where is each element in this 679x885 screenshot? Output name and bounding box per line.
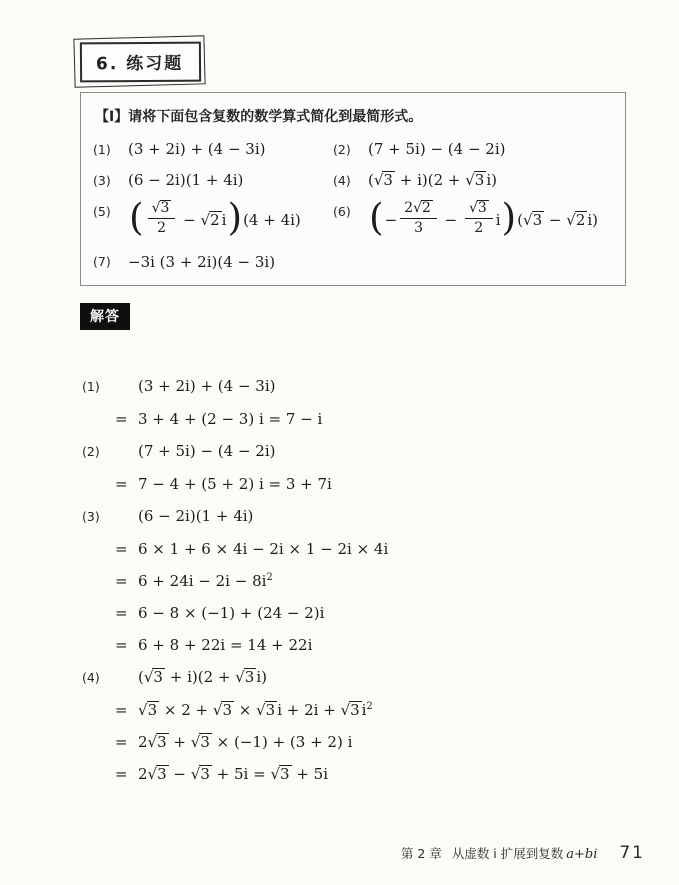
radical-sign: √ (373, 171, 383, 189)
solution-block (82, 441, 388, 494)
section-title-box (80, 42, 201, 83)
solution-math: 2√3 − √3 + 5i = √3 + 5i (138, 765, 328, 783)
radicand: 3 (153, 668, 163, 686)
chapter-label: 第 2 章 (400, 846, 442, 861)
problem-number: (7) (93, 254, 111, 270)
fraction (400, 200, 437, 238)
sqrt-radical (374, 171, 395, 189)
radicand: 3 (383, 171, 393, 189)
radical-sign: √ (468, 200, 477, 216)
solution-line (82, 506, 388, 527)
problem-math: (3 + 2i) + (4 − 3i) (128, 140, 266, 158)
radical-sign: √ (566, 210, 575, 229)
problem-math: (− $\frac{2√2}{3}$ − $\frac{√3}{2}$ i)(√3 − √2 i) (369, 195, 599, 240)
radicand: 3 (477, 200, 487, 216)
sqrt-radical (523, 211, 544, 229)
section-title: 6. 练习题 (95, 53, 184, 75)
solution-math: √3 × 2 + √3 × √3 i + 2i + √3 $i^2$ (138, 701, 373, 719)
sqrt-radical (148, 765, 169, 783)
solution-math: 6 × 1 + 6 × 4i − 2i × 1 − 2i × 4i (138, 540, 389, 558)
solution-math: 3 + 4 + (2 − 3) i = 7 − i (138, 410, 323, 428)
equals-sign: = (115, 540, 128, 558)
solution-math: (√3 + i)(2 + √3 i) (138, 668, 267, 686)
big-paren: ) (501, 195, 517, 240)
equals-sign: = (115, 604, 128, 622)
solution-line (82, 571, 388, 591)
equals-sign: = (115, 765, 128, 783)
solution-block (82, 506, 388, 655)
solution-math: 7 − 4 + (5 + 2) i = 3 + 7i (138, 475, 332, 493)
solution-line (82, 635, 388, 655)
answer-label: 解答 (80, 303, 130, 330)
superscript: 2 (266, 572, 273, 583)
radical-sign: √ (340, 701, 350, 719)
page-number: 71 (619, 843, 645, 863)
equals-sign: = (115, 733, 128, 751)
radical-sign: √ (190, 765, 200, 783)
sqrt-radical (469, 200, 489, 216)
sqrt-radical (144, 668, 165, 686)
radicand: 3 (157, 733, 167, 751)
radical-sign: √ (523, 210, 532, 229)
problem-math: ( $\frac{√3}{2}$ − √2 i)(4 + 4i) (129, 195, 301, 240)
numerator (465, 200, 493, 219)
radical-sign: √ (200, 210, 210, 229)
solution-math: (3 + 2i) + (4 − 3i) (138, 377, 276, 395)
denominator: 2 (474, 220, 484, 237)
page-footer (401, 843, 645, 863)
problem-math: (7 + 5i) − (4 − 2i) (368, 140, 506, 158)
exercise-instruction: 【Ⅰ】请将下面包含复数的数学算式简化到最简形式。 (95, 109, 423, 125)
problem-item (333, 195, 615, 240)
radicand: 2 (421, 200, 431, 216)
radicand: 3 (474, 171, 485, 189)
solution-number: (2) (82, 444, 100, 459)
problem-math: (√3 + i)(2 + √3 i) (368, 171, 497, 189)
problem-math: (6 − 2i)(1 + 4i) (128, 171, 244, 189)
solution-line (82, 700, 388, 720)
radicand: 3 (350, 701, 360, 719)
problem-number: (3) (93, 172, 111, 188)
radical-sign: √ (256, 701, 265, 719)
solution-line (82, 732, 388, 752)
sqrt-radical (138, 701, 159, 719)
sqrt-radical (341, 701, 362, 719)
exercise-box (80, 92, 626, 286)
radical-sign: √ (151, 200, 160, 216)
problem-number: (6) (333, 204, 351, 219)
solution-math: (7 + 5i) − (4 − 2i) (138, 442, 276, 460)
radicand: 3 (244, 668, 255, 686)
sqrt-radical (566, 211, 587, 229)
solution-line (82, 764, 388, 784)
sqrt-radical (191, 765, 212, 783)
radical-sign: √ (138, 701, 147, 719)
solution-math: $6 + 24i - 2i - 8i^2$ (138, 572, 273, 590)
problem-item (333, 140, 615, 158)
big-paren: ) (227, 195, 243, 240)
solution-math: 2√3 + √3 × (−1) + (3 + 2) i (138, 733, 353, 751)
radical-sign: √ (143, 668, 153, 686)
solution-number: (4) (82, 670, 100, 685)
equals-sign: = (115, 636, 128, 654)
radical-sign: √ (413, 200, 421, 216)
sqrt-radical (270, 765, 291, 783)
fraction (148, 200, 176, 238)
solution-list (82, 376, 388, 796)
solution-line (82, 441, 388, 462)
radicand: 3 (160, 200, 170, 216)
big-paren: ( (369, 195, 384, 240)
chapter-title-math: a+bi (566, 847, 598, 862)
radical-sign: √ (190, 733, 200, 751)
radicand: 3 (222, 701, 232, 719)
sqrt-radical (191, 733, 212, 751)
problem-number: (5) (93, 204, 111, 219)
equals-sign: = (115, 701, 128, 719)
solution-line (82, 376, 388, 397)
solution-math: 6 − 8 × (−1) + (24 − 2)i (138, 604, 325, 622)
problem-item (93, 171, 325, 189)
radicand: 3 (532, 210, 543, 229)
radicand: 2 (575, 210, 586, 229)
solution-line (82, 603, 388, 623)
solution-line (82, 667, 388, 688)
big-paren: ( (129, 195, 144, 240)
superscript: 2 (366, 701, 373, 712)
equals-sign: = (115, 572, 128, 590)
problem-math: −3i (3 + 2i)(4 − 3i) (128, 252, 276, 271)
radicand: 3 (147, 701, 158, 719)
denominator: 3 (414, 220, 423, 237)
solution-line (82, 474, 388, 494)
chapter-title: 从虚数 i 扩展到复数 (451, 846, 564, 861)
solution-block (82, 376, 388, 429)
radicand: 3 (200, 765, 210, 783)
solution-number: (3) (82, 509, 100, 524)
problem-item (333, 171, 615, 189)
fraction (465, 200, 493, 238)
problem-item (93, 253, 615, 271)
solution-math: 6 + 8 + 22i = 14 + 22i (138, 636, 313, 654)
problem-number: (2) (333, 141, 351, 157)
radical-sign: √ (147, 765, 157, 783)
radical-sign: √ (465, 171, 474, 189)
sqrt-radical (256, 701, 277, 719)
sqrt-radical (465, 171, 486, 189)
numerator: 2√2 (400, 200, 437, 219)
radicand: 3 (280, 765, 290, 783)
radicand: 3 (157, 765, 167, 783)
sqrt-radical (148, 733, 169, 751)
radical-sign: √ (270, 765, 279, 783)
problem-item (93, 140, 325, 158)
sqrt-radical (152, 200, 172, 216)
solution-math: (6 − 2i)(1 + 4i) (138, 507, 254, 525)
problem-number: (4) (333, 172, 351, 188)
denominator: 2 (157, 220, 166, 237)
radicand: 3 (265, 701, 276, 719)
solution-block (82, 667, 388, 784)
equals-sign: = (115, 475, 128, 493)
numerator (148, 200, 176, 219)
solution-line (82, 539, 388, 559)
sqrt-radical (235, 668, 256, 686)
problem-number: (1) (93, 141, 111, 157)
radicand: 2 (210, 210, 220, 229)
problem-list (93, 140, 615, 271)
sqrt-radical (413, 200, 433, 216)
radical-sign: √ (147, 733, 157, 751)
sqrt-radical (213, 701, 234, 719)
radical-sign: √ (212, 701, 222, 719)
solution-number: (1) (82, 379, 100, 394)
sqrt-radical (201, 211, 222, 229)
solution-line (82, 409, 388, 429)
radical-sign: √ (235, 668, 244, 686)
equals-sign: = (115, 410, 128, 428)
radicand: 3 (200, 733, 210, 751)
problem-item (93, 195, 325, 240)
